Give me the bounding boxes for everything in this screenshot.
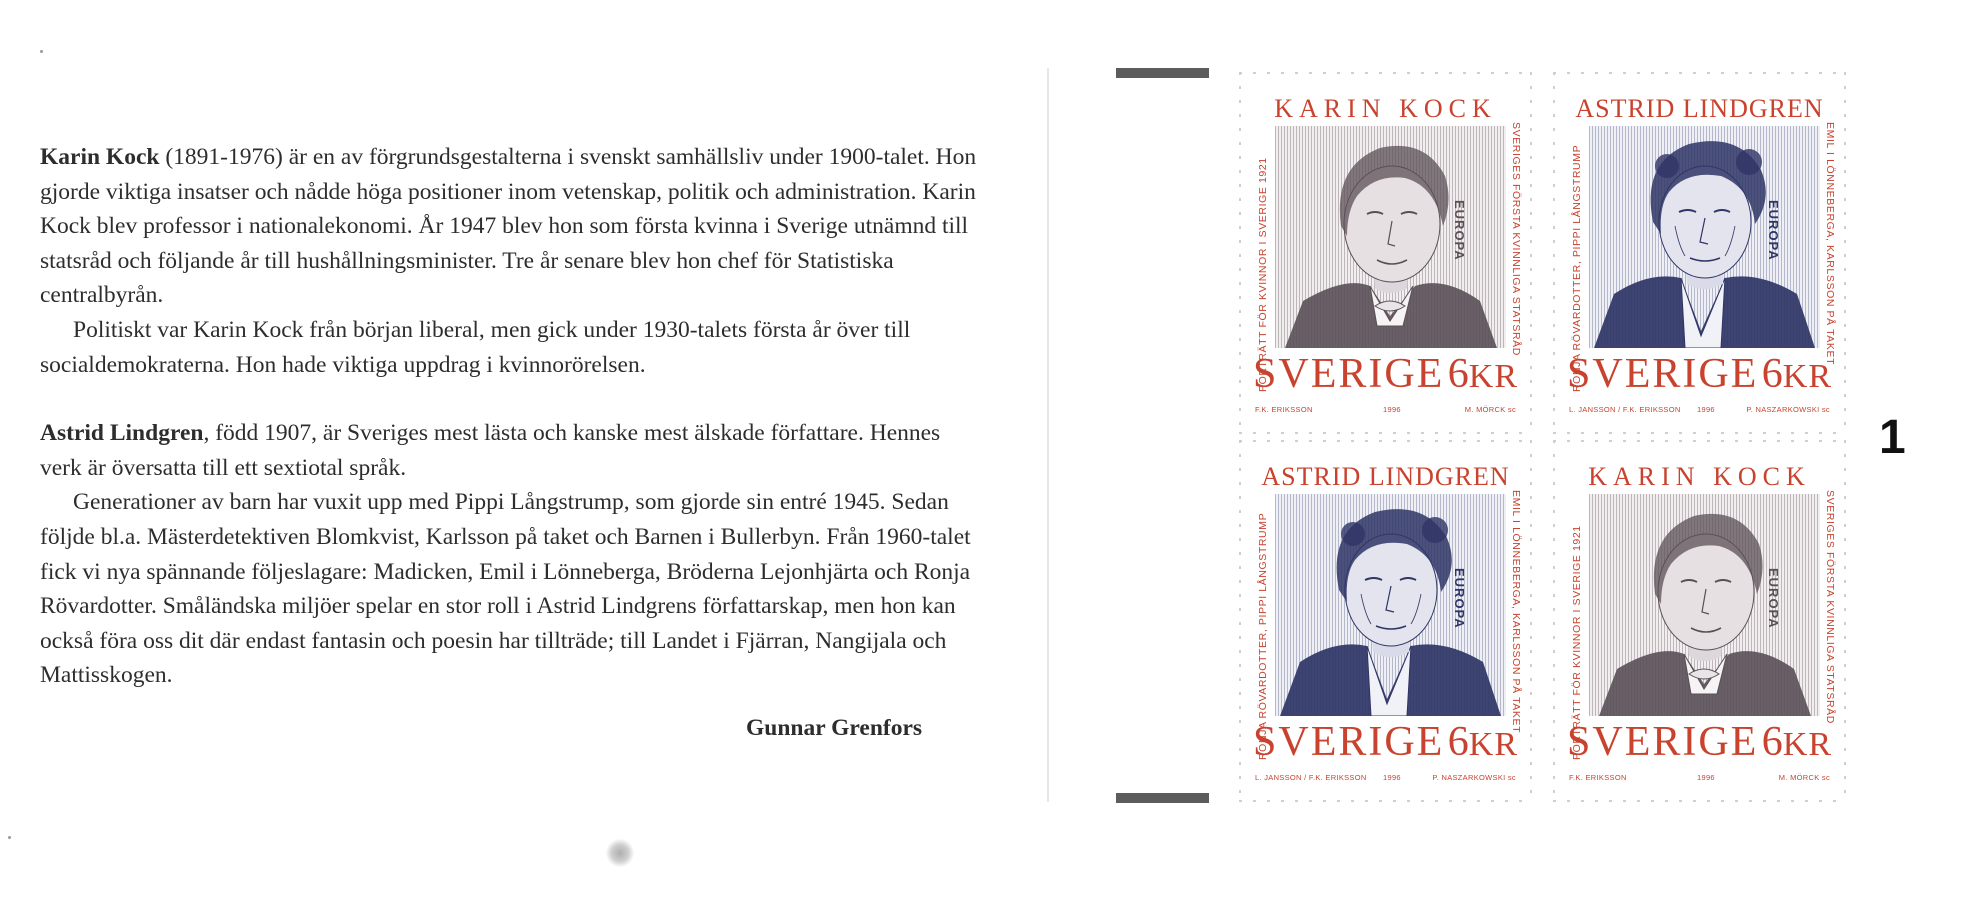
signature: Gunnar Grenfors <box>746 715 923 741</box>
binding-bar-bottom <box>1116 793 1209 803</box>
europa-logo: EUROPA <box>1766 568 1781 629</box>
stamp-country: SVERIGE <box>1567 719 1759 765</box>
stamp-value-unit: KR <box>1782 358 1832 395</box>
paragraph-karin-kock <box>40 140 980 313</box>
speck <box>8 836 11 839</box>
stamp-side-text-right: SVERIGES FÖRSTA KVINNLIGA STATSRÅD <box>1824 490 1836 724</box>
portrait-image <box>1275 126 1506 348</box>
stamp-value-unit: KR <box>1782 726 1832 763</box>
stamp-value-number: 6 <box>1761 719 1783 765</box>
europa-logo: EUROPA <box>1452 568 1467 629</box>
stamp-name: KARIN KOCK <box>1274 94 1497 123</box>
credit-designer: F.K. ERIKSSON <box>1255 405 1313 414</box>
stamp-country: SVERIGE <box>1567 351 1759 397</box>
stamp-value-number: 6 <box>1761 351 1783 397</box>
stamp-value-unit: KR <box>1468 726 1518 763</box>
stamp-side-text-left: PORTRÄTT FÖR KVINNOR I SVERIGE 1921 <box>1571 525 1583 760</box>
credit-designer: F.K. ERIKSSON <box>1569 773 1627 782</box>
credit-year: 1996 <box>1383 773 1401 782</box>
paragraph-astrid-lindgren <box>40 416 980 485</box>
fold-line <box>1047 68 1049 802</box>
binding-bar-top <box>1116 68 1209 78</box>
paragraph-astrid-works: Generationer av barn har vuxit upp med Pippi Långstrump, som gjorde sin entré 1945. Sedan följde bl.a. Mästerdetektiven Blomkvist, Karlsson på taket och Barnen i Bullerbyn. Från 1960-talet fick vi nya spännande följeslagare: Madicken, Emil i Lönneberga, Bröderna Lejonhjärta och Ronja Rövardotter. Småländska miljöer spelar en stor roll i Astrid Lindgrens författarskap, men hon kan också föra oss dit där endast fantasin och poesin har tillträde; till Landet i Fjärran, Nangijala och Mattisskogen. <box>40 489 971 689</box>
stamp-value <box>1448 718 1518 766</box>
stamp-side-text-left: RONJA RÖVARDOTTER, PIPPI LÅNGSTRUMP <box>1257 512 1269 760</box>
europa-logo: EUROPA <box>1452 200 1467 261</box>
credit-year: 1996 <box>1697 773 1715 782</box>
stamp-name: ASTRID LINDGREN <box>1261 462 1510 491</box>
credit-designer: L. JANSSON / F.K. ERIKSSON <box>1569 405 1681 414</box>
booklet-text <box>40 140 980 693</box>
paragraph-karin-kock-body: (1891-1976) är en av förgrundsgestalterna i svenskt samhällsliv under 1900-talet. Hon gjorde viktiga insatser och nådde höga positioner inom vetenskap, politik och administration. Karin Kock blev professor i nationalekonomi. År 1947 blev hon som första kvinna i Sverige utnämnd till statsråd och följande år till hushållningsminister. Tre år senare blev hon chef för Statistiska centralbyrån. <box>40 144 977 309</box>
credit-year: 1996 <box>1383 405 1401 414</box>
stamp-name: ASTRID LINDGREN <box>1575 94 1824 123</box>
stamp-value <box>1762 350 1832 398</box>
paragraph-karin-politics: Politiskt var Karin Kock från början liberal, men gick under 1930-talets första år över till socialdemokraterna. Hon hade viktiga uppdrag i kvinnorörelsen. <box>40 316 911 378</box>
name-karin-kock: Karin Kock <box>40 144 160 170</box>
credit-engraver: M. MÖRCK sc <box>1464 405 1516 414</box>
credit-engraver: P. NASZARKOWSKI sc <box>1746 405 1830 414</box>
portrait-image <box>1589 126 1820 348</box>
stamp-country: SVERIGE <box>1253 719 1445 765</box>
stamp-astrid-lindgren <box>1553 72 1846 434</box>
stamp-country: SVERIGE <box>1253 351 1445 397</box>
speck <box>40 50 43 53</box>
stamp-value-unit: KR <box>1468 358 1518 395</box>
paragraph-astrid-lindgren-body: , född 1907, är Sveriges mest lästa och kanske mest älskade författare. Hennes verk är översatta till ett sextiotal språk. <box>40 420 941 481</box>
credit-engraver: M. MÖRCK sc <box>1778 773 1830 782</box>
stamp-value-number: 6 <box>1447 719 1469 765</box>
stamp-side-text-left: PORTRÄTT FÖR KVINNOR I SVERIGE 1921 <box>1257 157 1269 392</box>
stamp-value <box>1762 718 1832 766</box>
credit-year: 1996 <box>1697 405 1715 414</box>
stamp-value-number: 6 <box>1447 351 1469 397</box>
portrait-image <box>1275 494 1506 716</box>
stamp-side-text-right: EMIL I LÖNNEBERGA, KARLSSON PÅ TAKET <box>1824 122 1836 366</box>
name-astrid-lindgren: Astrid Lindgren <box>40 420 204 447</box>
stamp-side-text-right: SVERIGES FÖRSTA KVINNLIGA STATSRÅD <box>1510 122 1522 356</box>
stamp-value <box>1448 350 1518 398</box>
credit-designer: L. JANSSON / F.K. ERIKSSON <box>1255 773 1367 782</box>
stamp-side-text-left: RONJA RÖVARDOTTER, PIPPI LÅNGSTRUMP <box>1571 144 1583 392</box>
stamp-karin-kock <box>1553 440 1846 802</box>
ink-smudge <box>606 838 634 868</box>
portrait-image <box>1589 494 1820 716</box>
stamp-karin-kock <box>1239 72 1532 434</box>
europa-logo: EUROPA <box>1766 200 1781 261</box>
stamp-side-text-right: EMIL I LÖNNEBERGA, KARLSSON PÅ TAKET <box>1510 490 1522 734</box>
pane-number: 1 <box>1879 411 1906 464</box>
stamp-astrid-lindgren <box>1239 440 1532 802</box>
stamp-name: KARIN KOCK <box>1588 462 1811 491</box>
credit-engraver: P. NASZARKOWSKI sc <box>1432 773 1516 782</box>
